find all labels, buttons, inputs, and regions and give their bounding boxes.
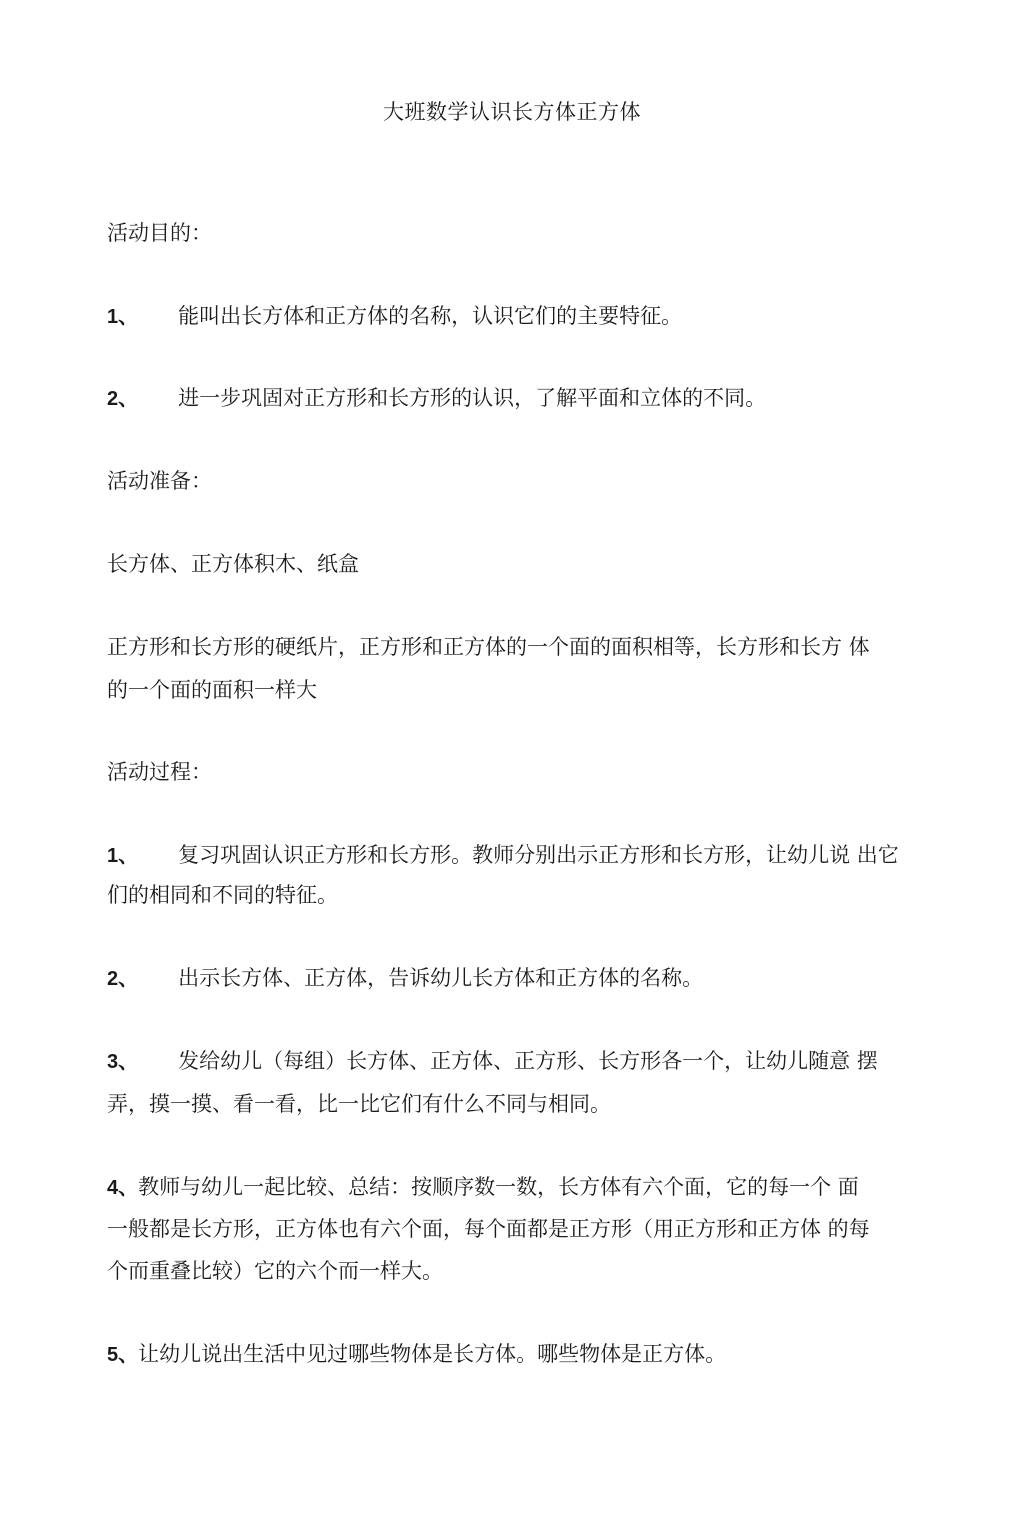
goal-1-text: 能叫出长方体和正方体的名称，认识它们的主要特征。	[178, 304, 683, 328]
step-4-text-1: 教师与幼儿一起比较、总结：按顺序数一数，长方体有六个面，它的每一个 面	[138, 1175, 859, 1199]
step-1-number: 1、	[107, 845, 139, 867]
step-5-number: 5、	[107, 1344, 139, 1366]
step-4-line-1	[107, 1177, 919, 1199]
prep-cards-line-1: 正方形和长方形的硬纸片，正方形和正方体的一个面的面积相等，长方形和长方 体	[107, 635, 870, 659]
goal-2-number: 2、	[107, 388, 139, 410]
step-3-line-2: 弄，摸一摸、看一看，比一比它们有什么不同与相同。	[107, 1092, 611, 1116]
step-1-text-1: 复习巩固认识正方形和长方形。教师分别出示正方形和长方形，让幼儿说 出它	[178, 843, 899, 867]
goal-item-2	[107, 388, 919, 410]
goal-2-text: 进一步巩固对正方形和长方形的认识，了解平面和立体的不同。	[178, 386, 767, 410]
step-4-line-2: 一般都是长方形，正方体也有六个面，每个面都是正方形（用正方形和正方体 的每	[107, 1217, 870, 1241]
goal-item-1	[107, 306, 919, 328]
step-1-line-1	[107, 845, 919, 867]
prep-materials: 长方体、正方体积木、纸盒	[107, 552, 359, 576]
prep-heading: 活动准备：	[107, 469, 212, 493]
step-5	[107, 1344, 919, 1366]
step-1-line-2: 们的相同和不同的特征。	[107, 883, 338, 907]
goal-1-number: 1、	[107, 306, 139, 328]
goals-heading: 活动目的：	[107, 221, 212, 245]
step-3-line-1	[107, 1051, 919, 1073]
process-heading: 活动过程：	[107, 760, 212, 784]
step-2-text: 出示长方体、正方体，告诉幼儿长方体和正方体的名称。	[178, 966, 704, 990]
step-3-number: 3、	[107, 1051, 139, 1073]
prep-cards-line-2: 的一个面的面积一样大	[107, 678, 317, 702]
step-2-number: 2、	[107, 968, 139, 990]
step-4-number: 4、	[107, 1177, 139, 1199]
step-4-line-3: 个而重叠比较）它的六个而一样大。	[107, 1259, 443, 1283]
step-3-text-1: 发给幼儿（每组）长方体、正方体、正方形、长方形各一个，让幼儿随意 摆	[178, 1049, 878, 1073]
step-2	[107, 968, 919, 990]
step-5-text: 让幼儿说出生活中见过哪些物体是长方体。哪些物体是正方体。	[138, 1342, 727, 1366]
document-title: 大班数学认识长方体正方体	[383, 100, 641, 124]
